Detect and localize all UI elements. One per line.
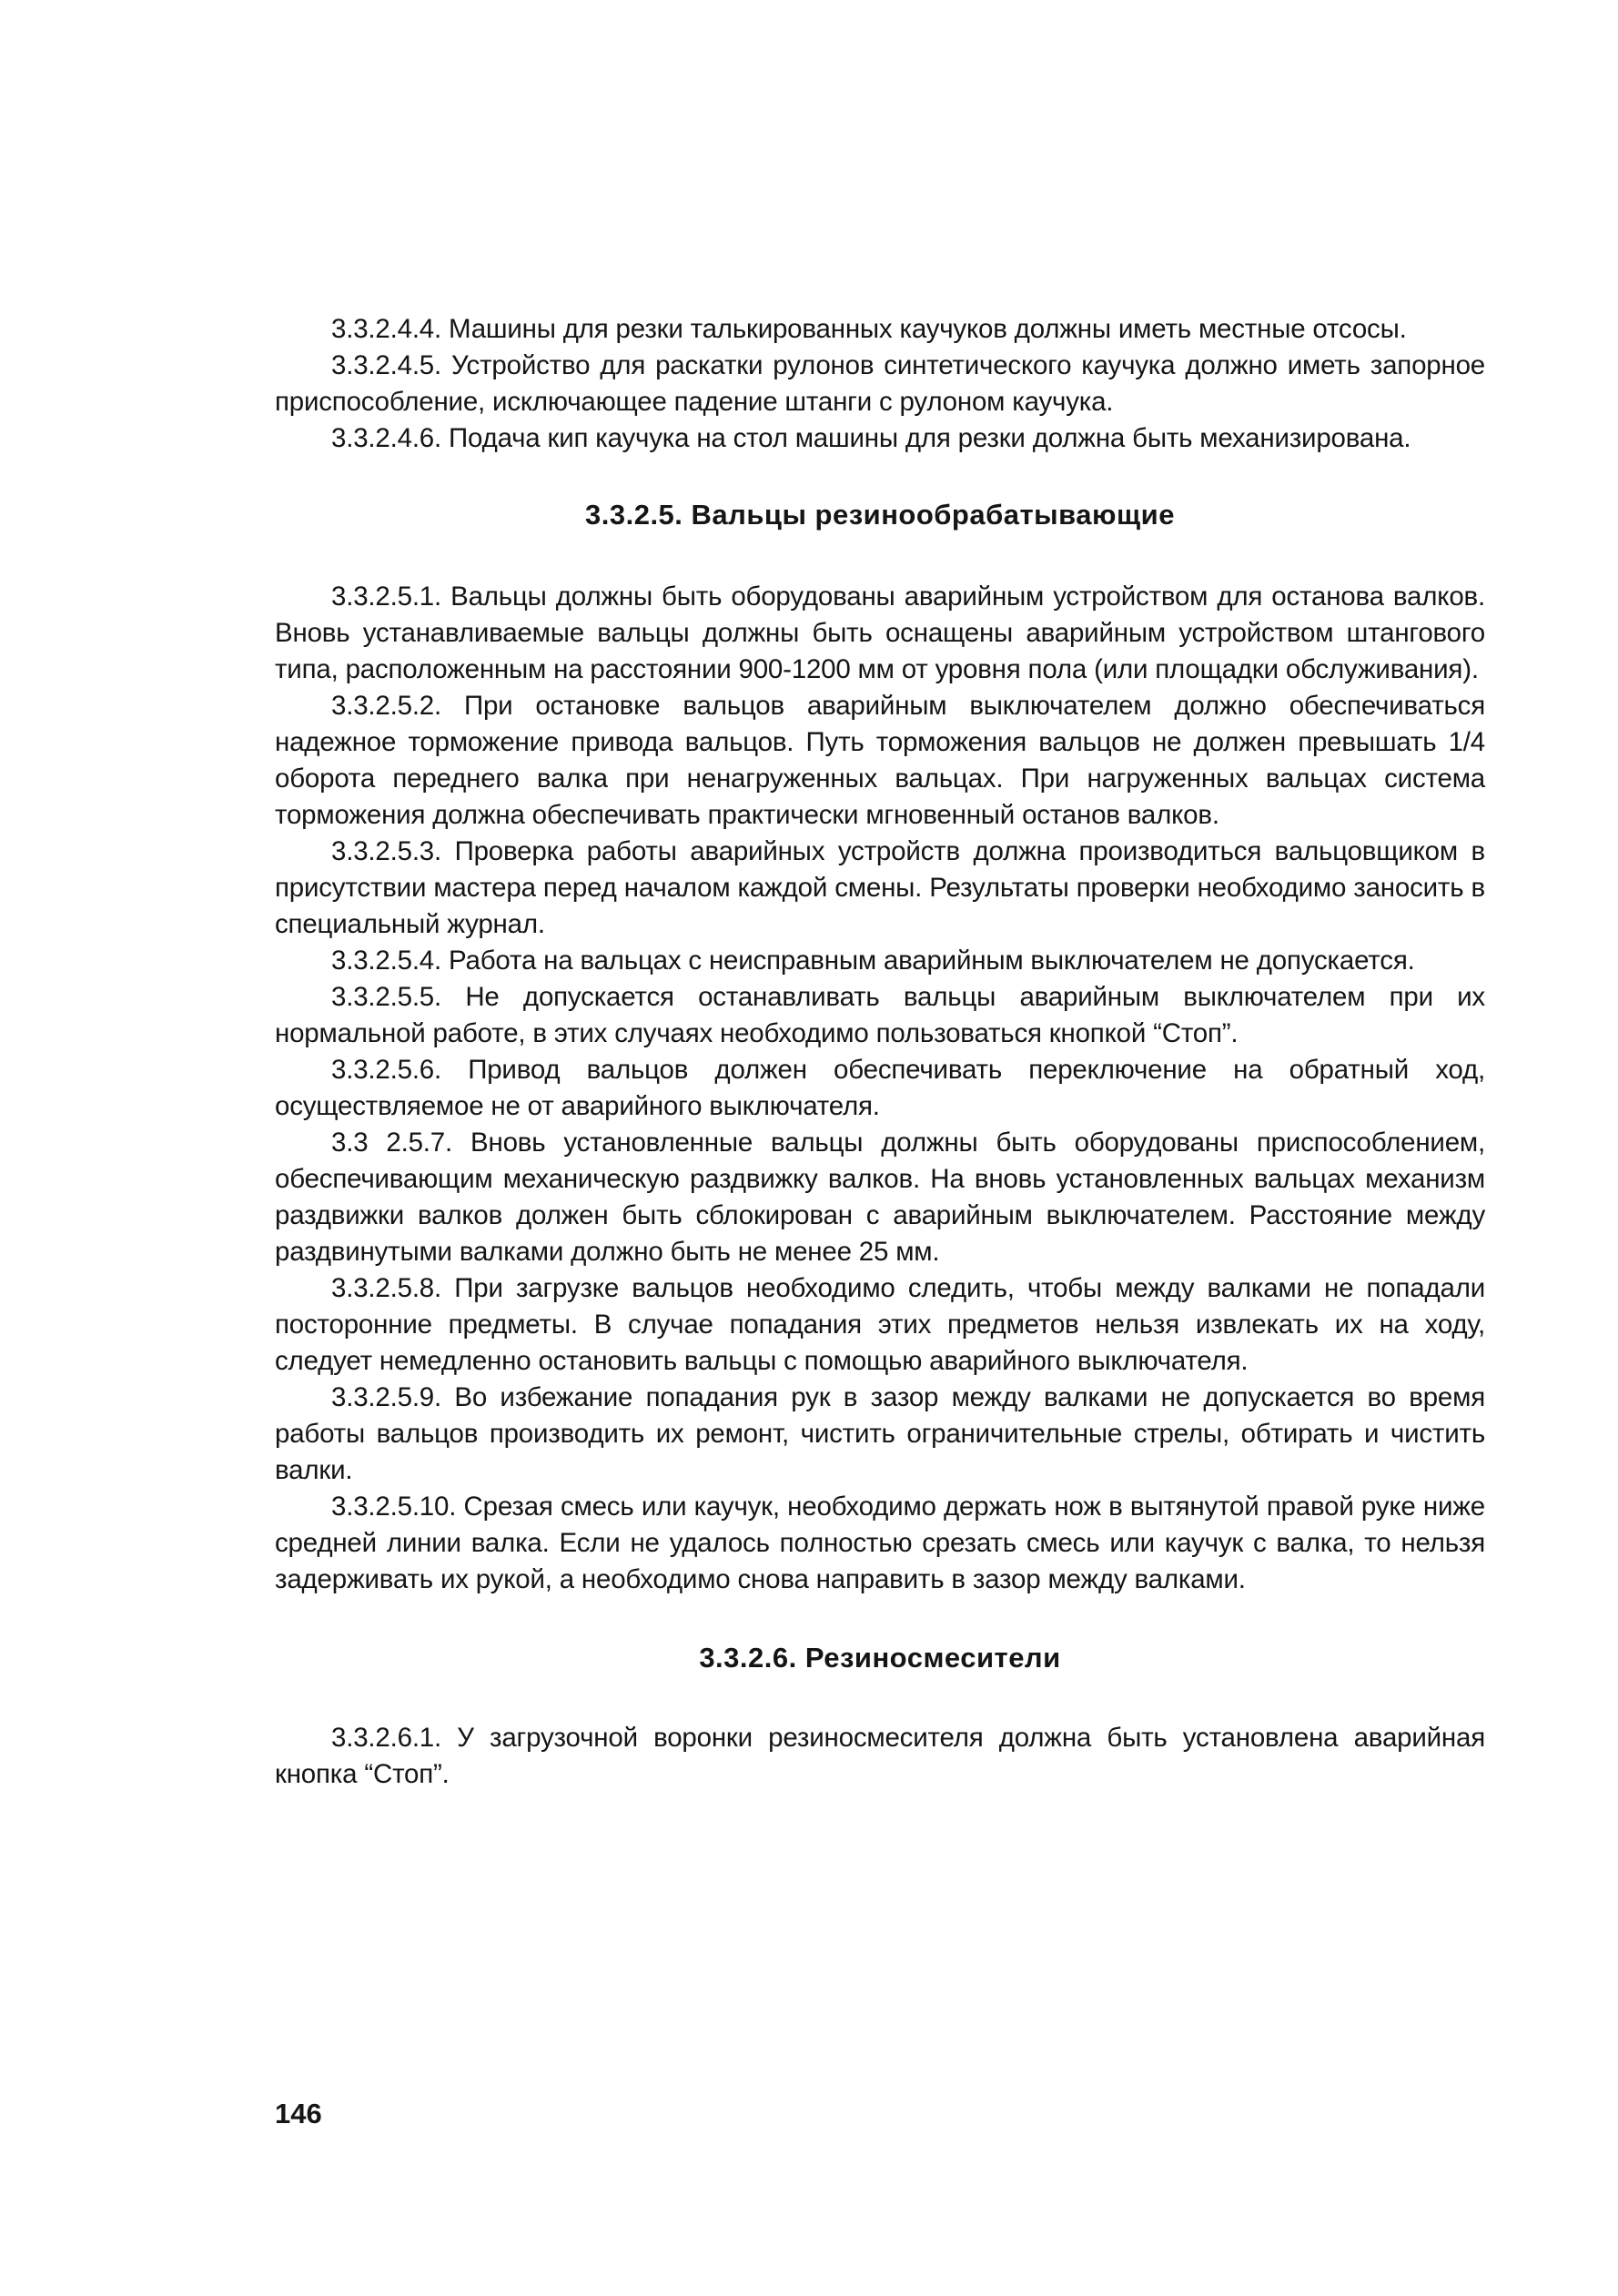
- paragraph-3-3-2-5-6: 3.3.2.5.6. Привод вальцов должен обеспечивать переключение на обратный ход, осуществляемое не от аварийного выключателя.: [275, 1055, 1485, 1121]
- section-3-3-2-4: [275, 311, 1485, 457]
- paragraph-3-3-2-5-3: 3.3.2.5.3. Проверка работы аварийных устройств должна производиться вальцовщиком в присутствии мастера перед началом каждой смены. Результаты проверки необходимо заносить в специальный журнал.: [275, 836, 1485, 939]
- paragraph-3-3-2-5-7: 3.3 2.5.7. Вновь установленные вальцы должны быть оборудованы приспособлением, обеспечивающим механическую раздвижку валков. На вновь установленных вальцах механизм раздвижки валков должен быть сблокирован с аварийным выключателем. Расстояние между раздвинутыми валками должно быть не менее 25 мм.: [275, 1128, 1485, 1267]
- page-number: 146: [275, 2098, 322, 2129]
- paragraph-3-3-2-4-5: 3.3.2.4.5. Устройство для раскатки рулонов синтетического каучука должно иметь запорное приспособление, исключающее падение штанги с рулоном каучука.: [275, 350, 1485, 417]
- paragraph-3-3-2-5-10: 3.3.2.5.10. Срезая смесь или каучук, необходимо держать нож в вытянутой правой руке ниже средней линии валка. Если не удалось полностью срезать смесь или каучук с валка, то нельзя задерживать их рукой, а необходимо снова направить в зазор между валками.: [275, 1492, 1485, 1594]
- section-3-3-2-5: [275, 579, 1485, 1598]
- paragraph-3-3-2-4-6: 3.3.2.4.6. Подача кип каучука на стол машины для резки должна быть механизирована.: [331, 423, 1411, 453]
- section-3-3-2-6: [275, 1720, 1485, 1793]
- paragraph-3-3-2-5-9: 3.3.2.5.9. Во избежание попадания рук в зазор между валками не допускается во время работы вальцов производить их ремонт, чистить ограничительные стрелы, обтирать и чистить валки.: [275, 1382, 1485, 1485]
- paragraph-3-3-2-5-1: 3.3.2.5.1. Вальцы должны быть оборудованы аварийным устройством для останова валков. Вновь устанавливаемые вальцы должны быть оснащены аварийным устройством штангового типа, расположенным на расстоянии 900-1200 мм от уровня пола (или площадки обслуживания).: [275, 582, 1485, 684]
- document-page: [275, 311, 1485, 1793]
- paragraph-3-3-2-4-4: 3.3.2.4.4. Машины для резки талькированных каучуков должны иметь местные отсосы.: [331, 314, 1407, 344]
- paragraph-3-3-2-5-8: 3.3.2.5.8. При загрузке вальцов необходимо следить, чтобы между валками не попадали посторонние предметы. В случае попадания этих предметов нельзя извлекать их на ходу, следует немедленно остановить вальцы с помощью аварийного выключателя.: [275, 1273, 1485, 1376]
- paragraph-3-3-2-5-4: 3.3.2.5.4. Работа на вальцах с неисправным аварийным выключателем не допускается.: [331, 946, 1415, 976]
- section-heading-3-3-2-5: 3.3.2.5. Вальцы резинообрабатывающие: [585, 499, 1175, 531]
- paragraph-3-3-2-6-1: 3.3.2.6.1. У загрузочной воронки резиносмесителя должна быть установлена аварийная кнопка “Стоп”.: [275, 1723, 1485, 1789]
- section-heading-3-3-2-6: 3.3.2.6. Резиносмесители: [699, 1642, 1061, 1674]
- paragraph-3-3-2-5-5: 3.3.2.5.5. Не допускается останавливать вальцы аварийным выключателем при их нормальной работе, в этих случаях необходимо пользоваться кнопкой “Стоп”.: [275, 982, 1485, 1048]
- paragraph-3-3-2-5-2: 3.3.2.5.2. При остановке вальцов аварийным выключателем должно обеспечиваться надежное торможение привода вальцов. Путь торможения вальцов не должен превышать 1/4 оборота переднего валка при ненагруженных вальцах. При нагруженных вальцах система торможения должна обеспечивать практически мгновенный останов валков.: [275, 691, 1485, 830]
